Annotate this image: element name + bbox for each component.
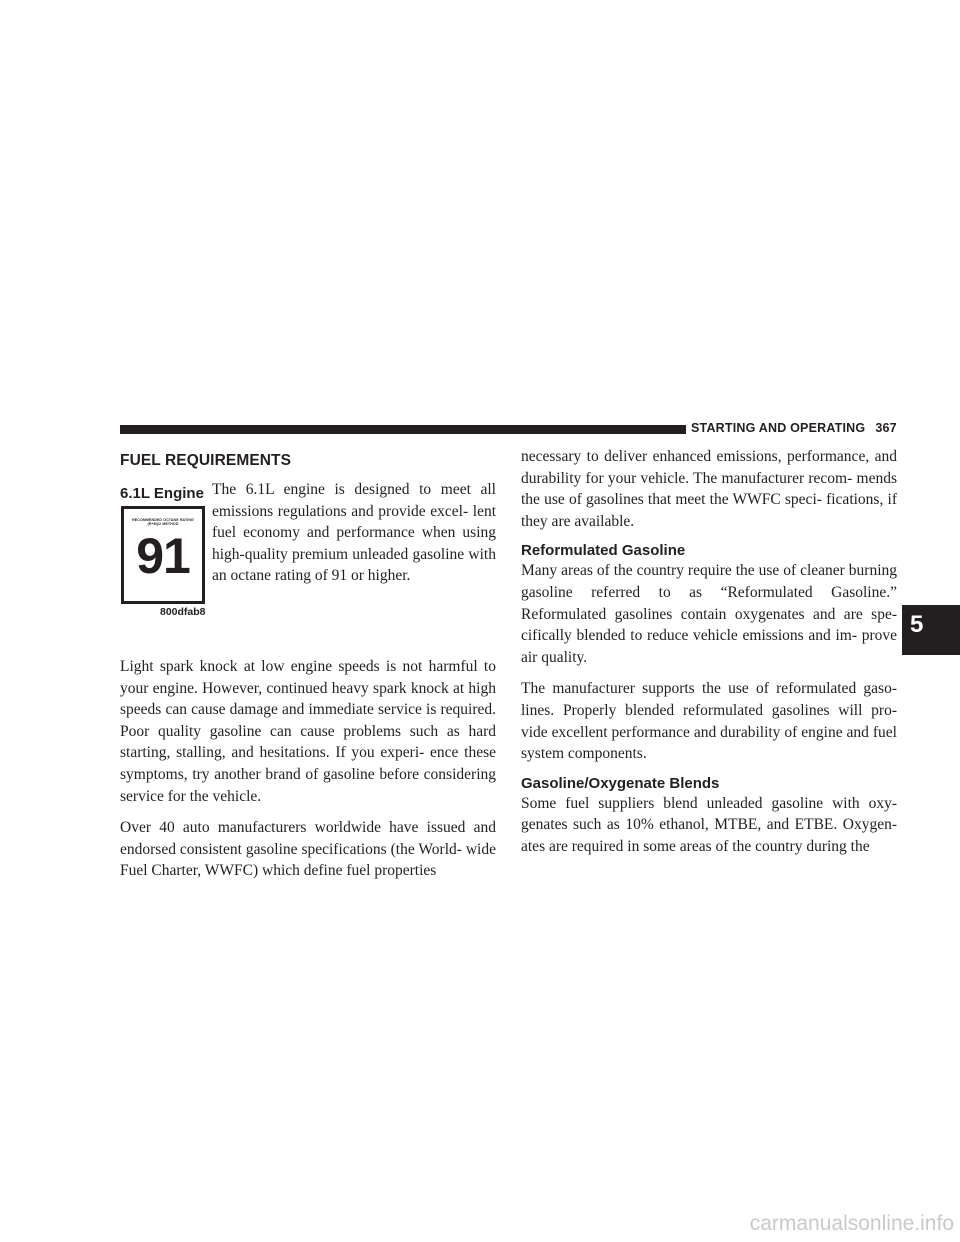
page-number: 367 [875,421,897,435]
engine-subheading: 6.1L Engine [120,485,204,502]
header-rule [120,425,686,434]
section-heading: FUEL REQUIREMENTS [120,452,292,469]
blends-heading: Gasoline/Oxygenate Blends [521,774,720,792]
octane-figure [120,481,496,656]
wwfc-paragraph: Over 40 auto manufacturers worldwide have issued and endorsed consistent gasoline specifications (the World- wide Fuel Charter, WWFC) which define fuel properties [120,819,496,880]
spark-knock-paragraph: Light spark knock at low engine speeds is not harmful to your engine. However, continued heavy spark knock at high speeds can cause damage and immediate service is required. Poor quality gasoline can cause problems such as hard starting, stalling, and hesitations. If you experi- ence these symptoms, try another brand of gasoline before considering service for the vehicle. [120,658,496,805]
octane-caption-2: (R+M)/2 METHOD [147,522,179,527]
chapter-tab: 5 [902,605,960,655]
section-title: STARTING AND OPERATING [691,421,866,435]
reformulated-paragraph-2: The manufacturer supports the use of reformulated gaso- lines. Properly blended reformulated gasolines will pro- vide excellent performance and durability of engine and fuel system components. [521,680,897,763]
reformulated-heading: Reformulated Gasoline [521,542,686,560]
watermark: carmanualsonline.info [749,1212,954,1235]
blends-paragraph: Some fuel suppliers blend unleaded gasoline with oxy- genates such as 10% ethanol, MTBE, and ETBE. Oxygen- ates are required in some areas of the country during the [521,794,897,855]
left-column [120,452,496,892]
reformulated-paragraph-1: Many areas of the country require the use of cleaner burning gasoline referred to as “Reformulated Gasoline.” Reformulated gasolines contain oxygenates and are spe- cifically blended to reduce vehicle emissions and im- prove air quality. [521,562,897,666]
intro-paragraph: The 6.1L engine is designed to meet all emissions regulations and provide excel- lent fuel economy and performance when using high-quality premium unleaded gasoline with an octane rating of 91 or higher. [212,481,496,585]
octane-value: 91 [136,527,190,584]
octane-rating-label [121,506,205,604]
right-column [521,446,897,868]
figure-code: 800dfab8 [160,606,206,618]
octane-caption-1: RECOMMENDED OCTANE RATING [132,518,194,522]
running-header [691,421,897,435]
intro-text [212,481,496,587]
wwfc-continued-paragraph: necessary to deliver enhanced emissions, performance, and durability for your vehicle. The manufacturer recom- mends the use of gasolines that meet the WWFC speci- fications, if they are available. [521,448,897,530]
